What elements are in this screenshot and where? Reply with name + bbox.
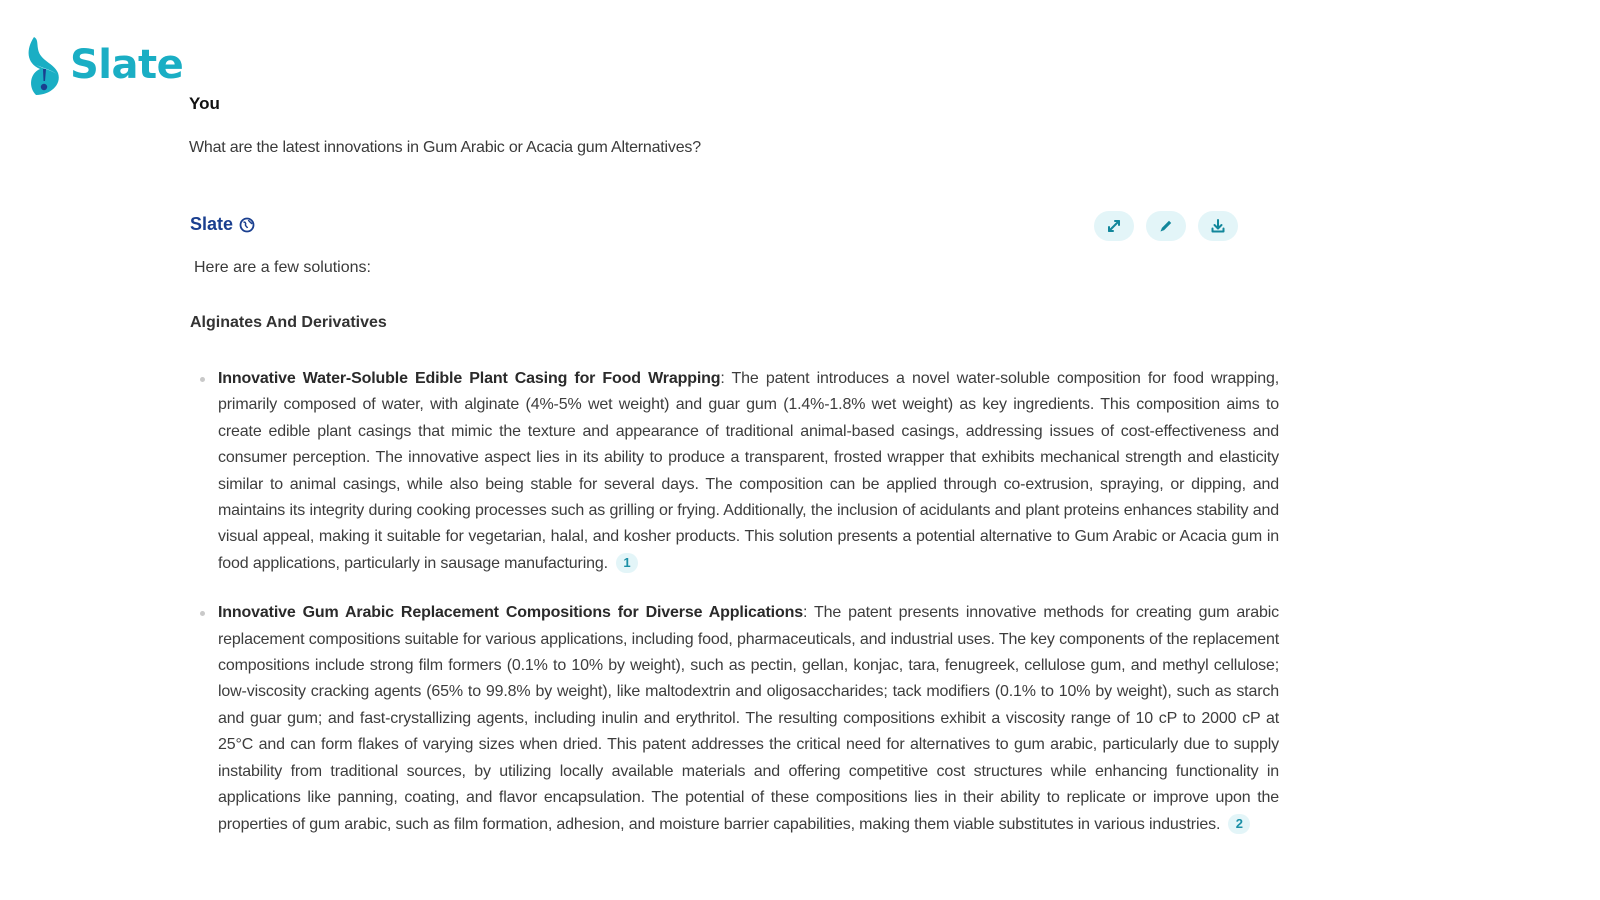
response-intro: Here are a few solutions: (194, 259, 371, 276)
solution-body: : The patent introduces a novel water-soluble composition for food wrapping, primarily composed of water, with alginate (4%-5% wet weight) and guar gum (1.4%-1.8% wet weight) as key ingredients. This composition aims to create edible plant casings that mimic the texture and appearance of traditional animal-based casings, addressing issues of cost-effectiveness and consumer perception. The innovative aspect lies in its ability to produce a transparent, frosted wrapper that exhibits mechanical strength and elasticity similar to animal casings, while also being stable for several days. The composition can be applied through co-extrusion, spraying, or dipping, and maintains its integrity during cooking processes such as grilling or frying. Additionally, the inclusion of acidulants and plant proteins enhances stability and visual appeal, making it suitable for vegetarian, halal, and kosher products. This solution presents a potential alternative to Gum Arabic or Acacia gum in food applications, particularly in sausage manufacturing. (218, 370, 1280, 572)
pencil-icon (1158, 218, 1174, 234)
assistant-name: Slate (190, 214, 234, 234)
expand-button[interactable] (1094, 211, 1134, 241)
bullet (200, 377, 205, 382)
section-title: Alginates And Derivatives (190, 314, 387, 331)
user-label: You (189, 94, 220, 113)
slate-logo-icon (24, 35, 64, 97)
solution-body: : The patent presents innovative methods for creating gum arabic replacement compositions suitable for various applications, including food, pharmaceuticals, and industrial uses. The key components of the replacement compositions include strong film formers (0.1% to 10% by weight), such as pectin, gellan, konjac, tara, fenugreek, cellulose gum, and methyl cellulose; low-viscosity cracking agents (65% to 99.8% by weight), like maltodextrin and oligosaccharides; tack modifiers (0.1% to 10% by weight), such as starch and guar gum; and fast-crystallizing agents, including inulin and erythritol. The resulting compositions exhibit a viscosity range of 10 cP to 2000 cP at 25°C and can form flakes of varying sizes when dried. This patent addresses the critical need for alternatives to gum arabic, particularly due to supply instability from traditional sources, by utilizing locally available materials and offering competitive cost structures while enhancing functionality in applications like panning, coating, and flavor encapsulation. The potential of these compositions lies in their ability to replicate or improve upon the properties of gum arabic, such as film formation, adhesion, and moisture barrier capabilities, making them viable substitutes in various industries. (218, 604, 1279, 833)
user-message: What are the latest innovations in Gum Arabic or Acacia gum Alternatives? (189, 139, 701, 156)
bullet (200, 611, 205, 616)
edit-button[interactable] (1146, 211, 1186, 241)
app-logo[interactable] (24, 34, 183, 98)
solution-title: Innovative Water-Soluble Edible Plant Casing for Food Wrapping (218, 370, 721, 387)
citation-badge[interactable]: 1 (616, 553, 638, 573)
solution-title: Innovative Gum Arabic Replacement Compositions for Diverse Applications (218, 604, 803, 622)
download-icon (1210, 218, 1226, 234)
citation-badge[interactable]: 2 (1228, 814, 1250, 834)
solutions-list (218, 366, 1279, 861)
list-item (218, 600, 1279, 838)
expand-icon (1106, 218, 1122, 234)
download-button[interactable] (1198, 211, 1238, 241)
globe-icon (239, 217, 255, 233)
list-item (218, 366, 1279, 577)
response-actions (1094, 211, 1238, 241)
app-logo-text: Slate (70, 42, 184, 88)
assistant-header (190, 214, 255, 235)
